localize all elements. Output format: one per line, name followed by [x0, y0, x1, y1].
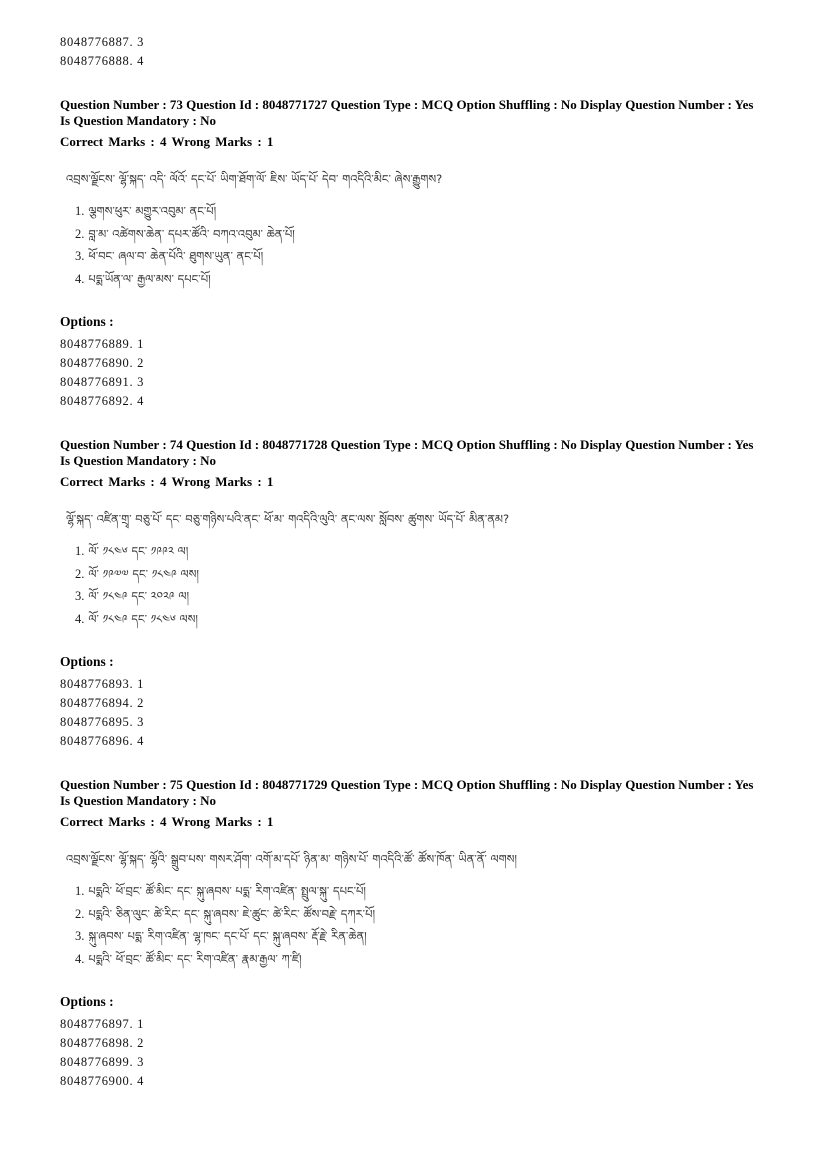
question-marks: Correct Marks : 4 Wrong Marks : 1	[60, 474, 274, 489]
choice-text: པདྨ་ཡོན་ལ་ རྒྱལ་མས་ དཔང་པོ།	[88, 271, 211, 286]
choice-item	[75, 200, 770, 223]
options-label: Options :	[60, 654, 114, 669]
choice-item	[75, 268, 770, 291]
choice-text: ལྕགས་ཕུར་ མགྱུར་འབུམ་ ནང་པོ།	[88, 204, 217, 218]
option-id-line: 8048776897. 1	[60, 1017, 145, 1031]
choice-number: 3.	[75, 249, 85, 263]
choice-item	[75, 608, 770, 631]
choice-item	[75, 563, 770, 586]
choice-number: 1.	[75, 884, 85, 898]
carryover-option-ids	[60, 33, 770, 71]
question-header: Question Number : 75 Question Id : 8048771729 Question Type : MCQ Option Shuffling : No Display Question Number : Yes Is Question Mandatory : No	[60, 777, 754, 808]
option-id-line: 8048776898. 2	[60, 1036, 145, 1050]
choice-item	[75, 903, 770, 926]
choice-item	[75, 245, 770, 268]
choice-list	[75, 540, 770, 630]
choice-number: 4.	[75, 271, 85, 286]
question-text-tibetan: འབྲས་ལྗོངས་ ལྷོ་སྐད་ འདི་ ལོའོ་ དང་པོ་ ཡིག་ཐོག་ལོ་ ཇིས་ ཡོད་པོ་ དེབ་ གའདིའི་མིང་ ཞེས་རྒྱུགས?	[66, 172, 443, 186]
choice-item	[75, 880, 770, 903]
option-id-line: 8048776895. 3	[60, 715, 145, 729]
option-id-line: 8048776888. 4	[60, 54, 145, 68]
choice-text: བླ་མ་ འཚེགས་ཆེན་ དཔར་ཚོའི་ བཀའ་འབུམ་ ཆེན་པོ།	[88, 226, 295, 241]
option-id-line: 8048776890. 2	[60, 356, 145, 370]
option-id-line: 8048776896. 4	[60, 734, 145, 748]
choice-text: ལོ་ ༡༩༧༧ དང་ ༡༨༤༩ ལས།	[88, 566, 199, 581]
choice-text: ལོ་ ༡༨༤༩ དང་ ༡༨༤༦ ལས།	[88, 611, 198, 626]
option-id-line: 8048776894. 2	[60, 696, 145, 710]
question-block-75	[60, 777, 770, 1091]
choice-number: 3.	[75, 929, 85, 943]
choice-list	[75, 880, 770, 970]
choice-number: 4.	[75, 951, 85, 966]
choice-item	[75, 223, 770, 246]
choice-text: པདྨའི་ ཕོ་བྲང་ ཚོ་མིང་ དང་ རིག་འཛིན་ རྣམ་རྒྱལ་ ཀ་ཛི།	[88, 951, 302, 966]
choice-number: 2.	[75, 226, 85, 241]
choice-text: སྐུ་ཞབས་ པདྨ་ རིག་འཛིན་ ལྷ་ཁང་ དང་པོ་ དང་ སྐུ་ཞབས་ རྡོ་རྗེ་ རིན་ཆེན།	[88, 929, 367, 943]
choice-text: པདྨའི་ ཅིན་ལུང་ ཚེ་རིང་ དང་ སྐུ་ཞབས་ ཇེ་ཚུང་ ཚེ་རིང་ ཚོས་བརྗེ་ དཀར་པོ།	[88, 906, 376, 921]
question-marks: Correct Marks : 4 Wrong Marks : 1	[60, 814, 274, 829]
choice-item	[75, 925, 770, 948]
question-text-tibetan: འབྲས་ལྗོངས་ ལྷོ་སྐད་ ལྷོའི་ སྒྲུབ་པས་ གསར་ཤོག་ འགོ་མ་དཔོ་ ཉིན་མ་ གཉིས་པོ་ གའདིའི་ཚོ་ ཚོས་ཁོན་ ཡིན་ནོ་ ལགས།	[66, 852, 517, 866]
choice-item	[75, 585, 770, 608]
choice-number: 1.	[75, 544, 85, 558]
options-label: Options :	[60, 314, 114, 329]
option-id-line: 8048776893. 1	[60, 677, 145, 691]
choice-list	[75, 200, 770, 290]
options-label: Options :	[60, 994, 114, 1009]
option-id-line: 8048776891. 3	[60, 375, 145, 389]
choice-number: 1.	[75, 204, 85, 218]
option-id-line: 8048776899. 3	[60, 1055, 145, 1069]
option-id-line: 8048776887. 3	[60, 35, 145, 49]
choice-text: ཕོ་བང་ ཞལ་བ་ ཆེན་པོའི་ ཐུགས་ཡུན་ ནང་པོ།	[88, 249, 264, 263]
choice-item	[75, 948, 770, 971]
choice-text: པདྨའི་ ཕོ་བྲང་ ཚོ་མིང་ དང་ སྐུ་ཞབས་ པདྨ་ རིག་འཛིན་ སྤྲུལ་སྐུ་ དཔང་པོ།	[88, 884, 366, 898]
question-marks: Correct Marks : 4 Wrong Marks : 1	[60, 134, 274, 149]
question-header: Question Number : 74 Question Id : 8048771728 Question Type : MCQ Option Shuffling : No Display Question Number : Yes Is Question Mandatory : No	[60, 437, 754, 468]
option-id-line: 8048776900. 4	[60, 1074, 145, 1088]
choice-number: 3.	[75, 589, 85, 603]
choice-number: 2.	[75, 566, 85, 581]
choice-number: 4.	[75, 611, 85, 626]
question-block-74	[60, 437, 770, 751]
choice-text: ལོ་ ༡༨༤༦ དང་ ༡༩༩༢ ལ།	[88, 544, 189, 558]
question-block-73	[60, 97, 770, 411]
option-id-line: 8048776889. 1	[60, 337, 145, 351]
question-header: Question Number : 73 Question Id : 8048771727 Question Type : MCQ Option Shuffling : No Display Question Number : Yes Is Question Mandatory : No	[60, 97, 754, 128]
question-text-tibetan: ལྷོ་སྐད་ འཛིན་གྲྭ་ བཅུ་པོ་ དང་ བཅུ་གཉིས་པའི་ནང་ ཕོ་མ་ གའདིའི་ལུའི་ ནང་ལས་ སློབས་ ཚུགས་ ཡོད་པོ་ མིན་ནམ?	[66, 512, 510, 526]
option-id-line: 8048776892. 4	[60, 394, 145, 408]
choice-text: ལོ་ ༡༨༤༩ དང་ ༢༠༢༩ ལ།	[88, 589, 190, 603]
choice-number: 2.	[75, 906, 85, 921]
choice-item	[75, 540, 770, 563]
